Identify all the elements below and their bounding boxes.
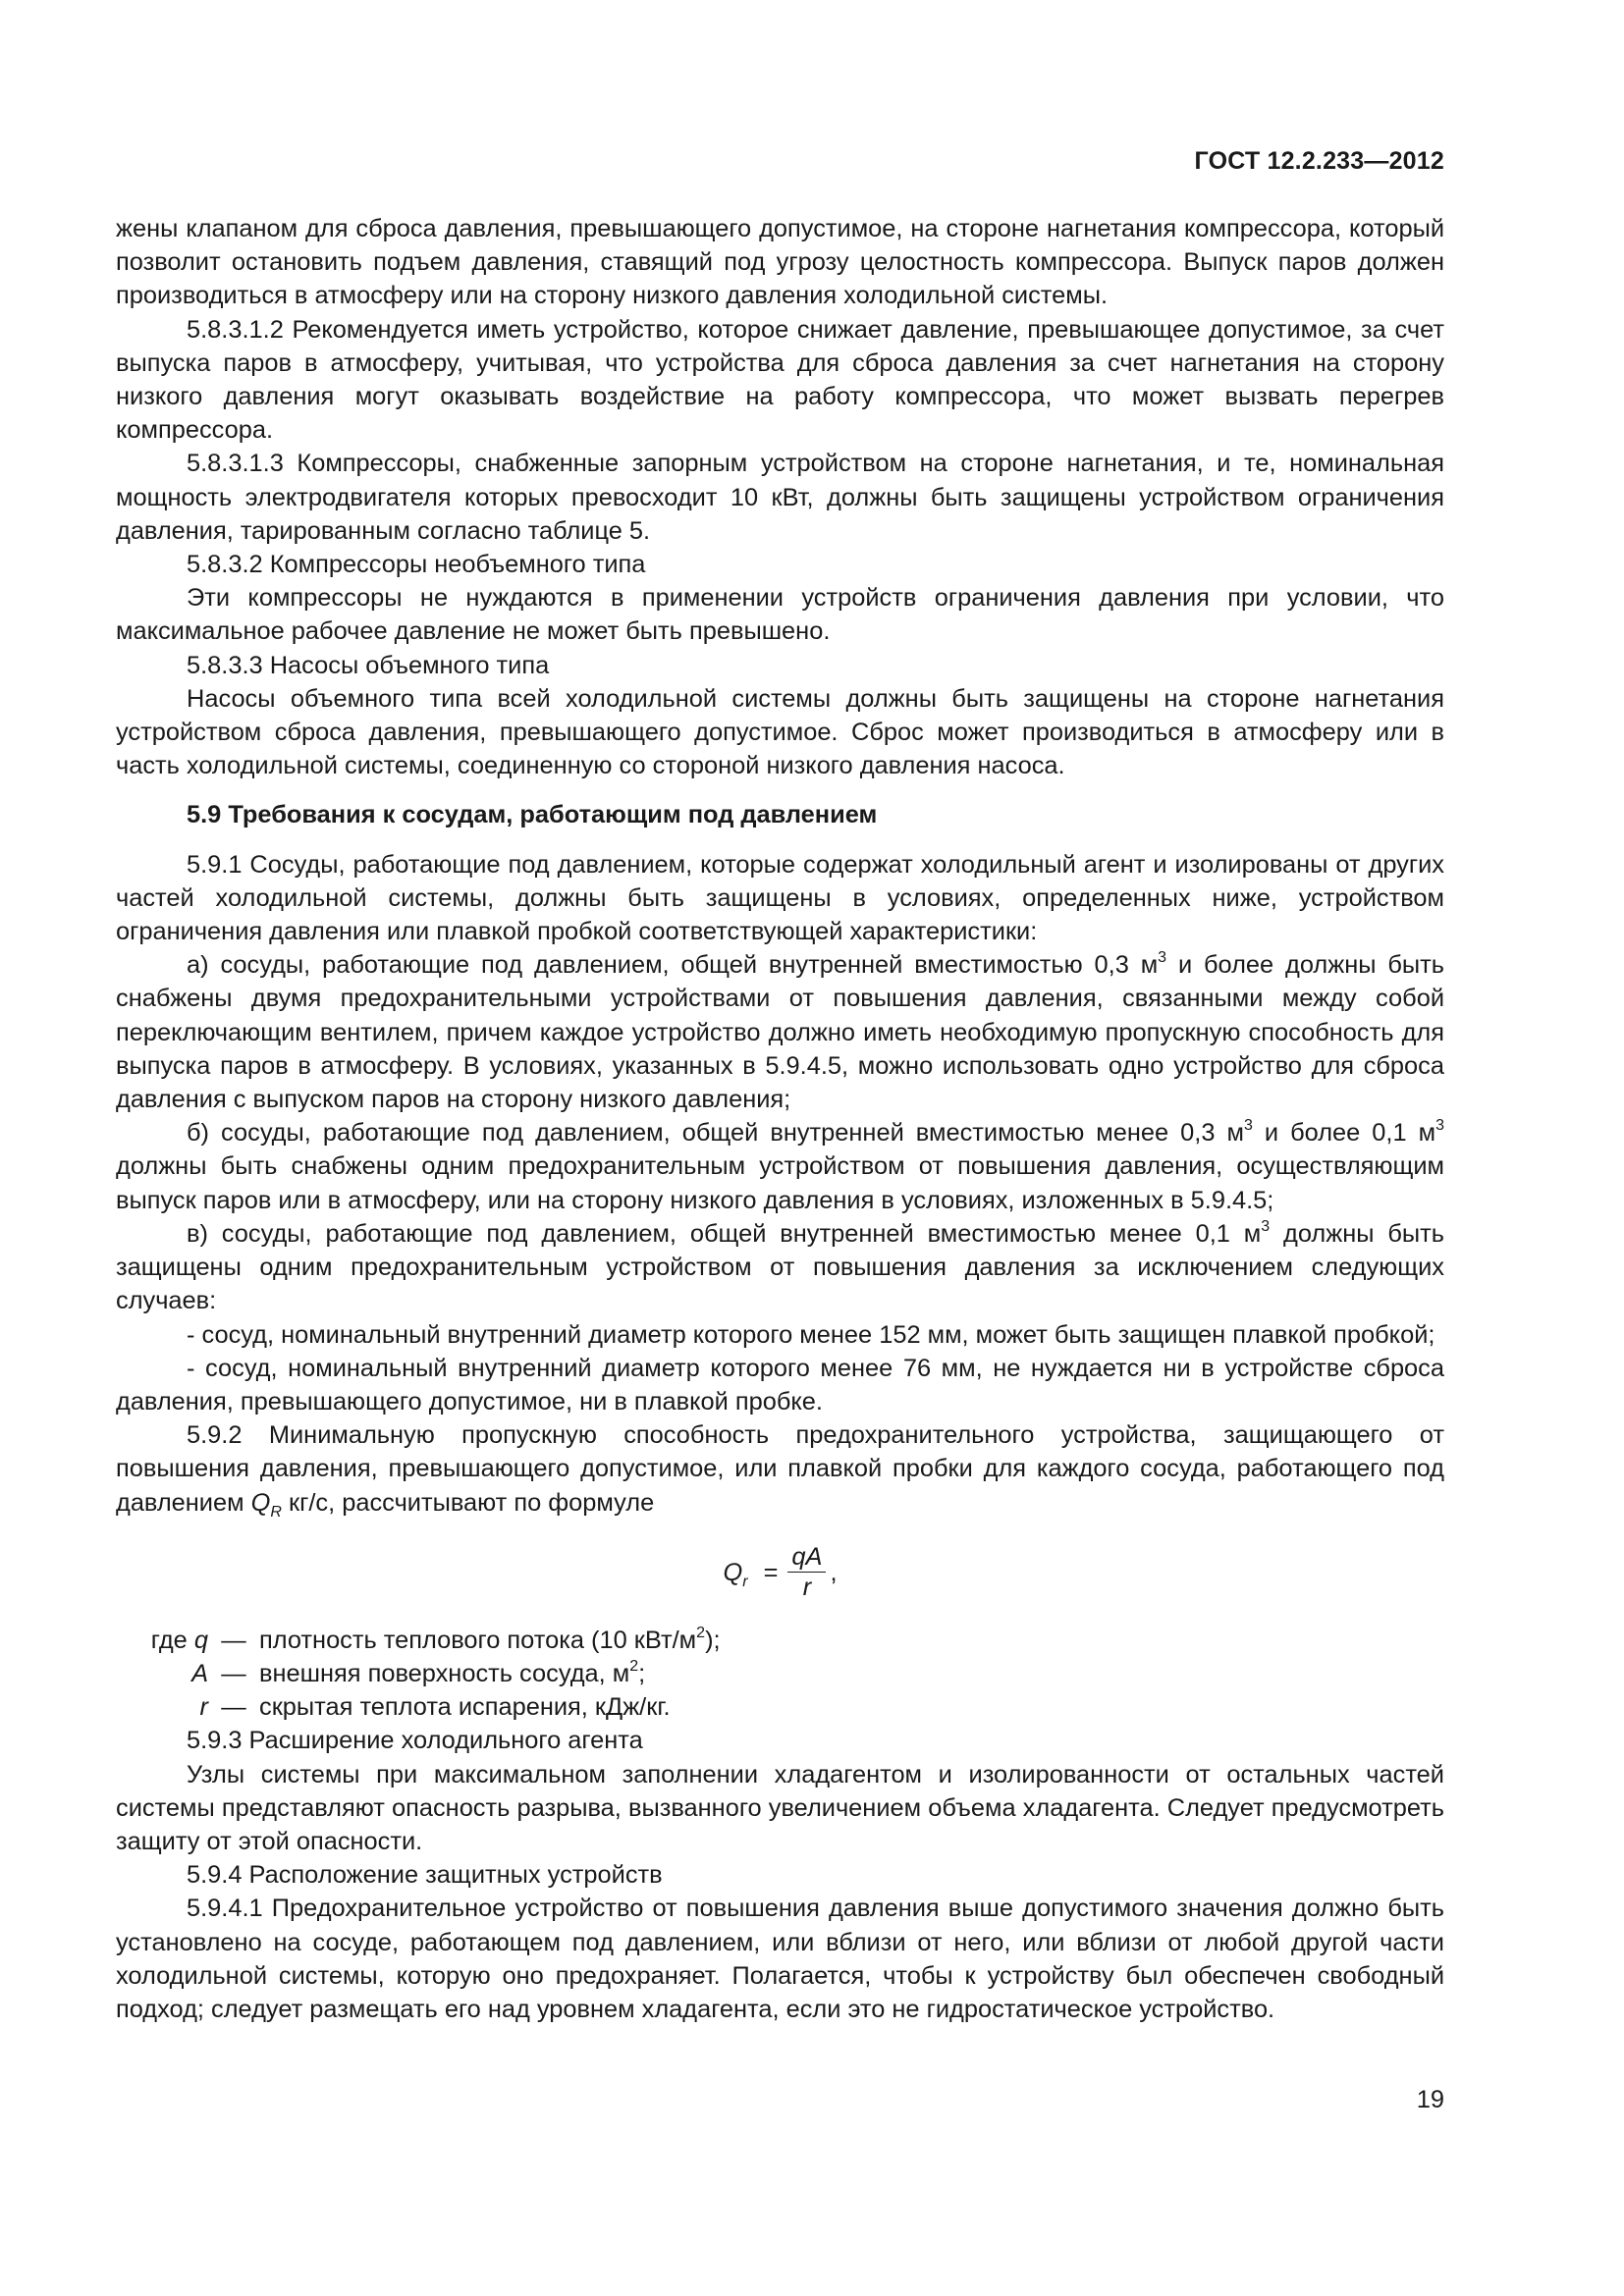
paragraph-5-8-3-3-body: Насосы объемного типа всей холодильной системы должны быть защищены на стороне нагнетания устройством сброса давления, превышающего допустимое. Сброс может производиться в атмосферу или в часть холодильной системы, соединенную со стороной низкого давления насоса. xyxy=(116,684,1444,780)
list-item-dash-2: - сосуд, номинальный внутренний диаметр которого менее 76 мм, не нуждается ни в устройстве сброса давления, превышающего допустимое, ни в плавкой пробке. xyxy=(116,1354,1444,1415)
formula-denominator: r xyxy=(802,1574,812,1602)
formula-qr xyxy=(116,1527,1444,1618)
paragraph-5-8-3-2-body: Эти компрессоры не нуждаются в применении устройств ограничения давления при условии, что максимальное рабочее давление не может быть превышено. xyxy=(116,584,1444,646)
paragraph-item-v xyxy=(116,1217,1444,1318)
definition-symbol-letter: r xyxy=(199,1693,208,1722)
document-code-header: ГОСТ 12.2.233—2012 xyxy=(1194,147,1444,175)
definition-row-a xyxy=(116,1657,1444,1690)
item-a-text-2: и более должны быть снабжены двумя предохранительными устройствами от повышения давления, связанными между собой переключающим вентилем, причем каждое устройство должно иметь необходимую пропускную способность для выпуска паров в атмосферу. В условиях, указанных в 5.9.4.5, можно использовать одно устройство для сброса давления с выпуском паров на сторону низкого давления; xyxy=(116,951,1444,1114)
definition-text-tail: ); xyxy=(705,1626,721,1654)
definition-text-main: скрытая теплота испарения, кДж/кг. xyxy=(259,1693,671,1722)
subsection-heading-5-9-3: 5.9.3 Расширение холодильного агента xyxy=(187,1727,643,1755)
definition-row-r xyxy=(116,1690,1444,1724)
definition-symbol xyxy=(116,1657,208,1690)
item-b-text-1: б) сосуды, работающие под давлением, общей внутренней вместимостью менее 0,3 м xyxy=(187,1119,1244,1148)
p-5-9-2-text-1: 5.9.2 Минимальную пропускную способность предохранительного устройства, защищающего от повышения давления, превышающего допустимое, или плавкой пробки для каждого сосуда, работающего под давлением xyxy=(116,1421,1444,1517)
formula-lhs-symbol: Q xyxy=(723,1558,743,1586)
definition-dash: — xyxy=(221,1693,246,1722)
definition-dash: — xyxy=(221,1659,246,1687)
paragraph-5-9-3-body: Узлы системы при максимальном заполнении хладагентом и изолированности от остальных частей системы представляют опасность разрыва, вызванного увеличением объема хладагента. Следует предусмотреть защиту от этой опасности. xyxy=(116,1760,1444,1855)
definition-prefix: где xyxy=(150,1626,188,1654)
item-a-text-1: а) сосуды, работающие под давлением, общей внутренней вместимостью 0,3 м xyxy=(187,951,1159,980)
item-v-superscript: 3 xyxy=(1261,1217,1271,1235)
definition-text-main: внешняя поверхность сосуда, м xyxy=(259,1659,630,1687)
definition-superscript: 2 xyxy=(629,1657,639,1675)
list-item-dash-1: - сосуд, номинальный внутренний диаметр которого менее 152 мм, может быть защищен плавкой пробкой; xyxy=(187,1320,1435,1349)
formula-fraction xyxy=(787,1542,826,1602)
item-b-superscript-2: 3 xyxy=(1435,1117,1444,1135)
item-b-text-3: должны быть снабжены одним предохранительным устройством от повышения давления, осуществляющим выпуск паров или в атмосферу, или на сторону низкого давления в условиях, изложенных в 5.9.4.5; xyxy=(116,1152,1444,1214)
paragraph-item-a xyxy=(116,948,1444,1116)
formula-lhs xyxy=(723,1556,747,1589)
item-b-text-2: и более 0,1 м xyxy=(1252,1119,1436,1148)
definition-symbol-letter: q xyxy=(193,1626,208,1654)
formula-equals: = xyxy=(763,1558,779,1586)
item-v-text-2: должны быть защищены одним предохранительным устройством от повышения давления за исключением следующих случаев: xyxy=(116,1219,1444,1315)
definition-row-q xyxy=(116,1624,1444,1657)
definition-symbol xyxy=(116,1624,208,1657)
item-v-text-1: в) сосуды, работающие под давлением, общей внутренней вместимостью менее 0,1 м xyxy=(187,1219,1262,1248)
formula-trailing-comma: , xyxy=(830,1558,838,1586)
item-a-superscript: 3 xyxy=(1158,949,1167,967)
formula-definitions xyxy=(116,1624,1444,1725)
formula-lhs-subscript: r xyxy=(742,1573,748,1590)
subsection-heading-5-9-4: 5.9.4 Расположение защитных устройств xyxy=(187,1861,663,1890)
paragraph-item-b xyxy=(116,1116,1444,1217)
paragraph-5-9-4-1: 5.9.4.1 Предохранительное устройство от повышения давления выше допустимого значения должно быть установлено на сосуде, работающем под давлением, или вблизи от него, или вблизи от любой другой части холодильной системы, которую оно предохраняет. Полагается, чтобы к устройству был обеспечен свободный подход; следует размещать его над уровнем хладагента, если это не гидростатическое устройство. xyxy=(116,1895,1444,2023)
document-body xyxy=(116,212,1444,2026)
definition-superscript: 2 xyxy=(696,1624,706,1641)
subsection-heading-5-8-3-2: 5.8.3.2 Компрессоры необъемного типа xyxy=(187,551,646,579)
definition-text-main: плотность теплового потока (10 кВт/м xyxy=(259,1626,697,1654)
p-5-9-2-symbol: Q xyxy=(250,1488,271,1517)
paragraph-5-8-3-1-3: 5.8.3.1.3 Компрессоры, снабженные запорным устройством на стороне нагнетания, и те, номинальная мощность электродвигателя которых превосходит 10 кВт, должны быть защищены устройством ограничения давления, тарированным согласно таблице 5. xyxy=(116,450,1444,545)
paragraph-continuation: жены клапаном для сброса давления, превышающего допустимое, на стороне нагнетания компрессора, который позволит остановить подъем давления, ставящий под угрозу целостность компрессора. Выпуск паров должен производиться в атмосферу или на сторону низкого давления холодильной системы. xyxy=(116,215,1444,310)
section-heading-5-9: 5.9 Требования к сосудам, работающим под давлением xyxy=(187,801,878,829)
p-5-9-2-symbol-subscript: R xyxy=(270,1503,282,1521)
definition-text xyxy=(259,1657,1444,1690)
paragraph-5-9-1: 5.9.1 Сосуды, работающие под давлением, которые содержат холодильный агент и изолированы от других частей холодильной системы, должны быть защищены в условиях, определенных ниже, устройством ограничения давления или плавкой пробкой соответствующей характеристики: xyxy=(116,850,1444,946)
definition-text-tail: ; xyxy=(638,1659,646,1687)
paragraph-5-8-3-1-2: 5.8.3.1.2 Рекомендуется иметь устройство, которое снижает давление, превышающее допустимое, за счет выпуска паров в атмосферу, учитывая, что устройства для сброса давления за счет нагнетания на сторону низкого давления могут оказывать воздействие на работу компрессора, что может вызвать перегрев компрессора. xyxy=(116,315,1444,445)
definition-text xyxy=(259,1690,1444,1724)
page-number: 19 xyxy=(1416,2086,1444,2113)
p-5-9-2-text-2: кг/с, рассчитывают по формуле xyxy=(281,1488,655,1517)
definition-symbol-letter: A xyxy=(191,1659,208,1687)
subsection-heading-5-8-3-3: 5.8.3.3 Насосы объемного типа xyxy=(187,651,550,679)
definition-dash: — xyxy=(221,1626,246,1654)
formula-numerator: qA xyxy=(787,1542,826,1573)
item-b-superscript-1: 3 xyxy=(1243,1117,1253,1135)
paragraph-5-9-2 xyxy=(116,1418,1444,1520)
definition-text xyxy=(259,1624,1444,1657)
definition-symbol xyxy=(116,1690,208,1724)
